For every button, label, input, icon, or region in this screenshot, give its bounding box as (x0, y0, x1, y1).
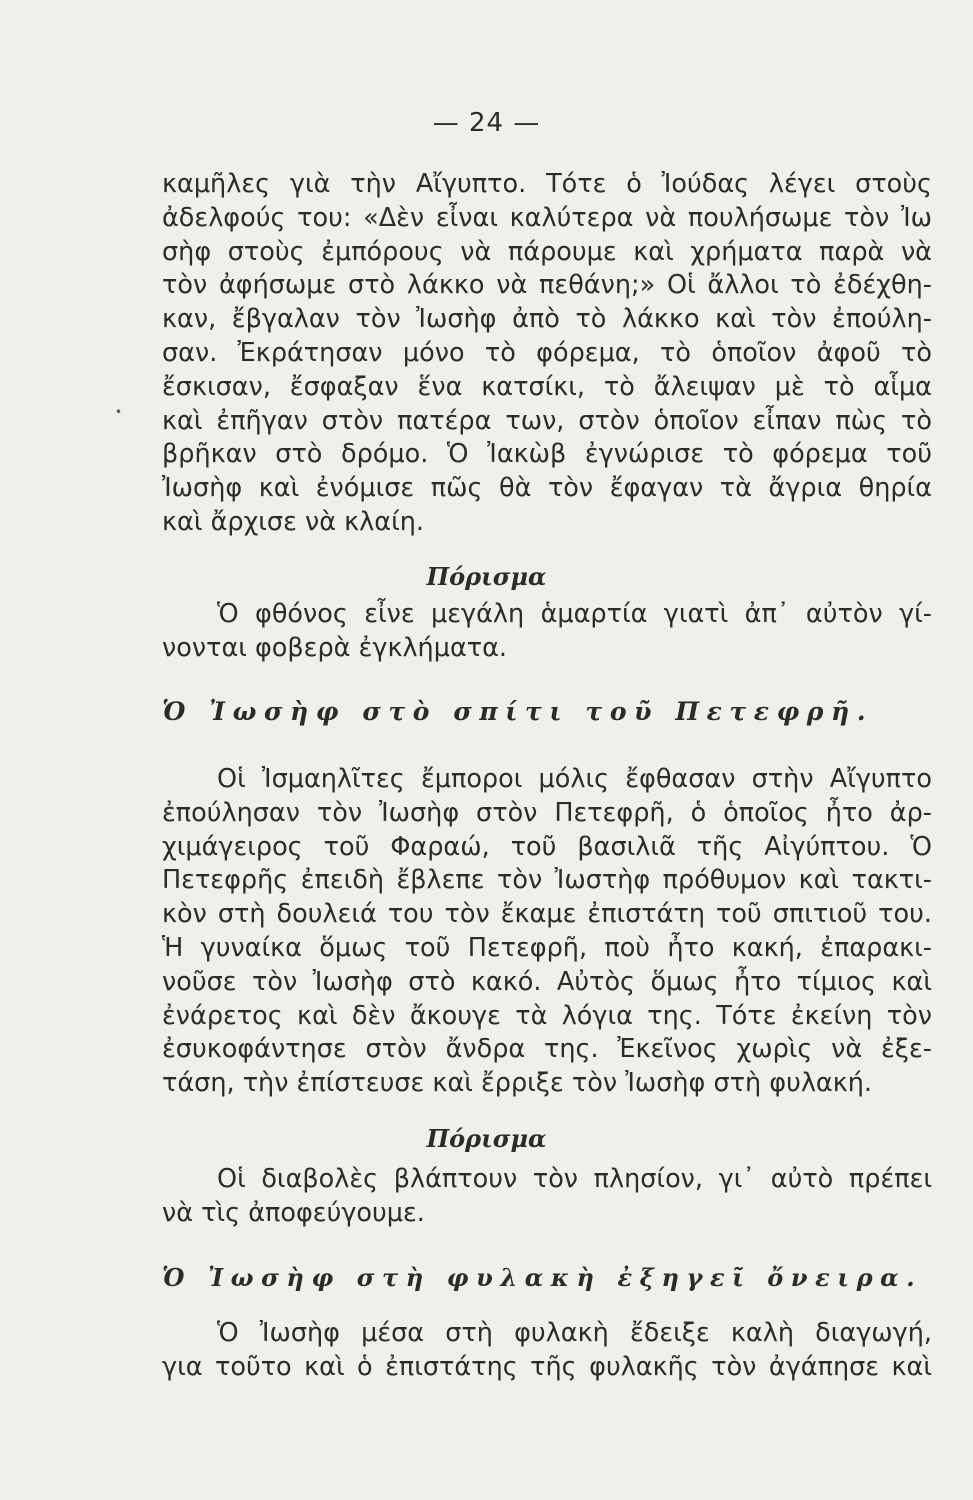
text-line: ἐσυκοφάντησε στὸν ἄνδρα της. Ἐκεῖνος χωρὶς νὰ ἐξε- (162, 1034, 932, 1065)
text-line: τὸν ἀφήσωμε στὸ λάκκο νὰ πεθάνη;» Οἱ ἄλλοι τὸ ἐδέχθη- (162, 270, 932, 301)
page-number: — 24 — (432, 108, 541, 138)
section-heading-1: Ὁ Ἰωσὴφ στὸ σπίτι τοῦ Πετεφρῆ. (162, 697, 874, 726)
text-line: Ἡ γυναίκα ὅμως τοῦ Πετεφρῆ, ποὺ ἦτο κακή, ἐπαρακι- (162, 932, 932, 963)
text-line: ἐπούλησαν τὸν Ἰωσὴφ στὸν Πετεφρῆ, ὁ ὁποῖος ἦτο ἀρ- (162, 797, 932, 828)
text-line: σὴφ στοὺς ἐμπόρους νὰ πάρουμε καὶ χρήματα παρὰ νὰ (162, 236, 932, 267)
text-line: καὶ ἄρχισε νὰ κλαίη. (162, 506, 424, 537)
text-line: Ἰωσὴφ καὶ ἐνόμισε πῶς θὰ τὸν ἔφαγαν τὰ ἄγρια θηρία (162, 473, 932, 504)
text-line: χιμάγειρος τοῦ Φαραώ, τοῦ βασιλιᾶ τῆς Αἰγύπτου. Ὁ (162, 831, 932, 862)
text-line: τάση, τὴν ἐπίστευσε καὶ ἔρριξε τὸν Ἰωσὴφ στὴ φυλακή. (162, 1068, 873, 1099)
paragraph-3 (162, 1317, 932, 1385)
paragraph-1 (162, 168, 932, 540)
text-line: για τοῦτο καὶ ὁ ἐπιστάτης τῆς φυλακῆς τὸν ἀγάπησε καὶ (162, 1351, 932, 1382)
porisma-text-2 (162, 1163, 932, 1231)
text-line: βρῆκαν στὸ δρόμο. Ὁ Ἰακὼβ ἐγνώρισε τὸ φόρεμα τοῦ (162, 439, 932, 470)
text-line: σαν. Ἐκράτησαν μόνο τὸ φόρεμα, τὸ ὁποῖον ἀφοῦ τὸ (162, 337, 932, 368)
text-line: ἀδελφούς του: «Δὲν εἶναι καλύτερα νὰ πουλήσωμε τὸν Ἰω (162, 202, 932, 233)
text-line: ἔσκισαν, ἔσφαξαν ἕνα κατσίκι, τὸ ἄλειψαν μὲ τὸ αἷμα (162, 371, 932, 402)
text-line: Οἱ διαβολὲς βλάπτουν τὸν πλησίον, γι᾽ αὐτὸ πρέπει (217, 1164, 932, 1194)
text-line: Ὁ Ἰωσὴφ μέσα στὴ φυλακὴ ἔδειξε καλὴ διαγωγή, (217, 1318, 932, 1348)
text-line: Ὁ φθόνος εἶνε μεγάλη ἁμαρτία γιατὶ ἀπ᾽ αὐτὸν γί- (217, 599, 932, 629)
porisma-text-1 (162, 598, 932, 666)
porisma-heading-2: Πόρισμα (426, 1124, 547, 1153)
text-line: νονται φοβερὰ ἐγκλήματα. (162, 632, 508, 663)
text-line: καν, ἔβγαλαν τὸν Ἰωσὴφ ἀπὸ τὸ λάκκο καὶ τὸν ἐπούλη- (162, 304, 932, 335)
text-line: Οἱ Ἰσμαηλῖτες ἔμποροι μόλις ἔφθασαν στὴν Αἴγυπτο (217, 764, 932, 794)
text-line: νὰ τὶς ἀποφεύγουμε. (162, 1197, 425, 1228)
text-line: καὶ ἐπῆγαν στὸν πατέρα των, στὸν ὁποῖον εἶπαν πὼς τὸ (162, 405, 932, 436)
text-line: κὸν στὴ δουλειά του τὸν ἔκαμε ἐπιστάτη τοῦ σπιτιοῦ του. (162, 899, 932, 930)
section-heading-2: Ὁ Ἰωσὴφ στὴ φυλακὴ ἐξηγεῖ ὄνειρα. (162, 1263, 923, 1292)
paragraph-2 (162, 763, 932, 1101)
porisma-heading-1: Πόρισμα (426, 562, 547, 591)
text-line: Πετεφρῆς ἐπειδὴ ἔβλεπε τὸν Ἰωστὴφ πρόθυμον καὶ τακτι- (162, 865, 932, 896)
margin-mark: • (115, 405, 123, 419)
text-line: ἐνάρετος καὶ δὲν ἄκουγε τὰ λόγια της. Τότε ἐκείνη τὸν (162, 1000, 932, 1031)
text-line: νοῦσε τὸν Ἰωσὴφ στὸ κακό. Αὐτὸς ὅμως ἦτο τίμιος καὶ (162, 966, 932, 997)
text-line: καμῆλες γιὰ τὴν Αἴγυπτο. Τότε ὁ Ἰούδας λέγει στοὺς (162, 169, 932, 199)
